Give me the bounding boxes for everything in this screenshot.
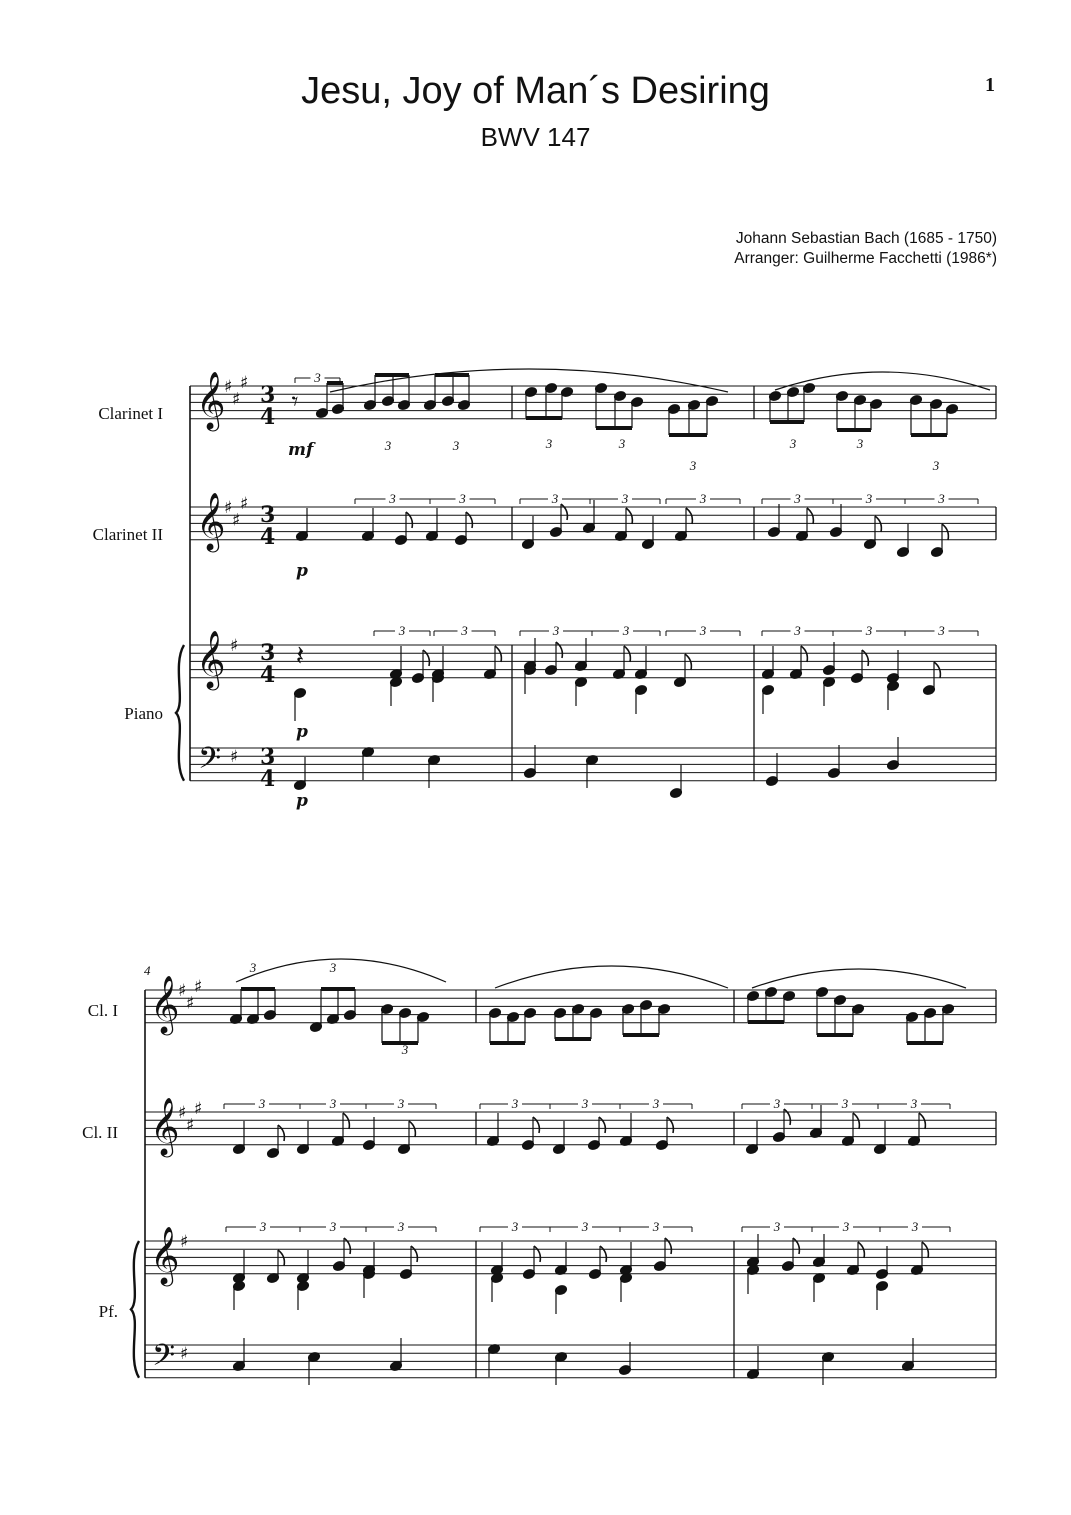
note-flag — [466, 512, 472, 528]
note-flag — [423, 650, 429, 666]
treble-clef-icon: 𝄞 — [150, 975, 180, 1033]
tuplet-number: 3 — [794, 623, 801, 638]
piece-title: Jesu, Joy of Man´s Desiring — [301, 70, 770, 112]
key-signature-sharp-icon: ♯ — [178, 1103, 187, 1123]
tuplet-number: 3 — [794, 491, 801, 506]
treble-clef-icon: 𝄞 — [150, 1226, 180, 1284]
treble-clef-icon: 𝄞 — [150, 1097, 180, 1155]
tuplet-number: 3 — [259, 1219, 267, 1234]
tuplet-number: 3 — [314, 370, 321, 385]
tuplet-number: 3 — [384, 438, 392, 453]
treble-clef-icon: 𝄞 — [196, 492, 226, 550]
note-flag — [626, 508, 632, 524]
tuplet-number: 3 — [258, 1096, 266, 1111]
key-signature-sharp-icon: ♯ — [186, 993, 195, 1014]
note-flag — [922, 1242, 928, 1258]
tuplet-number: 3 — [397, 1096, 405, 1111]
treble-clef-icon: 𝄞 — [196, 371, 226, 429]
treble-clef-icon: 𝄞 — [196, 630, 226, 688]
note-flag — [685, 654, 691, 670]
key-signature-sharp-icon: ♯ — [232, 510, 241, 531]
instrument-label-clarinet-1-short: Cl. I — [87, 1001, 118, 1020]
tuplet-number: 3 — [401, 1042, 409, 1057]
instrument-label-clarinet-2-short: Cl. II — [82, 1123, 118, 1142]
note-flag — [556, 642, 562, 658]
note-flag — [858, 1242, 864, 1258]
tuplet-number: 3 — [789, 436, 797, 451]
tuplet-number: 3 — [773, 1096, 781, 1111]
tuplet-number: 3 — [552, 623, 560, 638]
tuplet-number: 3 — [249, 960, 257, 975]
tuplet-number: 3 — [652, 1219, 660, 1234]
time-signature-top: 3 — [260, 502, 276, 528]
piece-subtitle: BWV 147 — [480, 122, 591, 152]
note-flag — [862, 650, 868, 666]
time-signature-bottom: 4 — [260, 662, 276, 688]
tuplet-number: 3 — [841, 1096, 849, 1111]
tuplet-number: 3 — [398, 623, 406, 638]
note-flag — [793, 1238, 799, 1254]
tuplet-number: 3 — [329, 1096, 337, 1111]
tuplet-number: 3 — [842, 1219, 850, 1234]
note-flag — [534, 1246, 540, 1262]
key-signature-sharp-icon: ♯ — [230, 636, 239, 656]
note-flag — [686, 508, 692, 524]
key-signature-sharp-icon: ♯ — [224, 377, 233, 397]
piano-brace — [131, 1241, 139, 1378]
tuplet-number: 3 — [856, 436, 864, 451]
instrument-label-clarinet-1: Clarinet I — [98, 404, 163, 423]
instrument-label-clarinet-2: Clarinet II — [92, 525, 163, 544]
measure-number: 4 — [144, 963, 151, 978]
tuplet-number: 3 — [652, 1096, 660, 1111]
tuplet-number: 3 — [938, 491, 945, 506]
tuplet-number: 3 — [621, 491, 629, 506]
tuplet-number: 3 — [910, 1096, 918, 1111]
note-flag — [784, 1109, 790, 1125]
note-flag — [919, 1113, 925, 1129]
tuplet-number: 3 — [551, 491, 559, 506]
note-flag — [278, 1125, 284, 1141]
note-flag — [406, 512, 412, 528]
note-flag — [624, 646, 630, 662]
key-signature-sharp-icon: ♯ — [240, 493, 249, 514]
tuplet-number: 3 — [699, 623, 707, 638]
key-signature-sharp-icon: ♯ — [224, 498, 233, 518]
bass-clef-icon: 𝄢 — [152, 1339, 176, 1380]
time-signature-bottom: 4 — [260, 404, 276, 430]
note-flag — [600, 1246, 606, 1262]
note-flag — [409, 1121, 415, 1137]
tuplet-number: 3 — [699, 491, 707, 506]
dynamic-p: p — [296, 561, 308, 581]
dynamic-p: p — [296, 722, 308, 742]
tuplet-number: 3 — [389, 491, 396, 506]
tuplet-number: 3 — [511, 1096, 519, 1111]
note-flag — [561, 504, 567, 520]
slur — [752, 969, 966, 988]
tuplet-number: 3 — [911, 1219, 919, 1234]
tuplet-number: 3 — [329, 1219, 337, 1234]
tuplet-number: 3 — [865, 491, 873, 506]
instrument-label-piano: Piano — [124, 704, 163, 723]
time-signature-top: 3 — [260, 640, 276, 666]
key-signature-sharp-icon: ♯ — [180, 1232, 189, 1252]
tuplet-number: 3 — [618, 436, 626, 451]
key-signature-sharp-icon: ♯ — [230, 747, 239, 768]
key-signature-sharp-icon: ♯ — [194, 1098, 203, 1119]
tuplet-number: 3 — [581, 1219, 589, 1234]
dynamic-p: p — [296, 791, 308, 811]
note-flag — [533, 1117, 539, 1133]
note-flag — [344, 1238, 350, 1254]
key-signature-sharp-icon: ♯ — [186, 1115, 195, 1136]
bass-clef-icon: 𝄢 — [198, 742, 222, 783]
key-signature-sharp-icon: ♯ — [232, 389, 241, 410]
tuplet-number: 3 — [865, 623, 873, 638]
slur — [236, 959, 446, 982]
time-signature-top: 3 — [260, 744, 276, 770]
note-flag — [665, 1238, 671, 1254]
tuplet-number: 3 — [689, 458, 697, 473]
note-flag — [667, 1117, 673, 1133]
key-signature-sharp-icon: ♯ — [178, 981, 187, 1001]
tuplet-number: 3 — [581, 1096, 589, 1111]
tuplet-number: 3 — [459, 491, 466, 506]
note-flag — [599, 1117, 605, 1133]
tuplet-number: 3 — [938, 623, 945, 638]
note-flag — [807, 508, 813, 524]
note-flag — [495, 646, 501, 662]
tuplet-number: 3 — [932, 458, 940, 473]
note-flag — [853, 1113, 859, 1129]
tuplet-number: 3 — [545, 436, 553, 451]
slur — [495, 966, 728, 988]
tuplet-number: 3 — [397, 1219, 405, 1234]
instrument-label-piano-short: Pf. — [98, 1302, 118, 1321]
note-flag — [278, 1250, 284, 1266]
page-number: 1 — [985, 74, 995, 96]
key-signature-sharp-icon: ♯ — [180, 1344, 189, 1365]
tuplet-number: 3 — [461, 623, 468, 638]
key-signature-sharp-icon: ♯ — [194, 976, 203, 997]
tuplet-number: 3 — [773, 1219, 781, 1234]
tuplet-number: 3 — [329, 960, 337, 975]
note-flag — [875, 516, 881, 532]
piano-brace — [176, 645, 184, 781]
dynamic-mf: mf — [288, 440, 314, 460]
arranger-credit: Arranger: Guilherme Facchetti (1986*) — [734, 250, 997, 267]
key-signature-sharp-icon: ♯ — [240, 372, 249, 393]
note-flag — [801, 646, 807, 662]
tuplet-number: 3 — [622, 623, 630, 638]
time-signature-top: 3 — [260, 382, 276, 408]
eighth-rest-icon: 𝄾 — [291, 387, 299, 417]
tuplet-number: 3 — [452, 438, 460, 453]
note-flag — [343, 1113, 349, 1129]
composer-credit: Johann Sebastian Bach (1685 - 1750) — [735, 230, 997, 247]
note-flag — [411, 1246, 417, 1262]
quarter-rest-icon: 𝄽 — [295, 639, 305, 672]
time-signature-bottom: 4 — [260, 766, 276, 792]
time-signature-bottom: 4 — [260, 524, 276, 550]
tuplet-number: 3 — [511, 1219, 519, 1234]
